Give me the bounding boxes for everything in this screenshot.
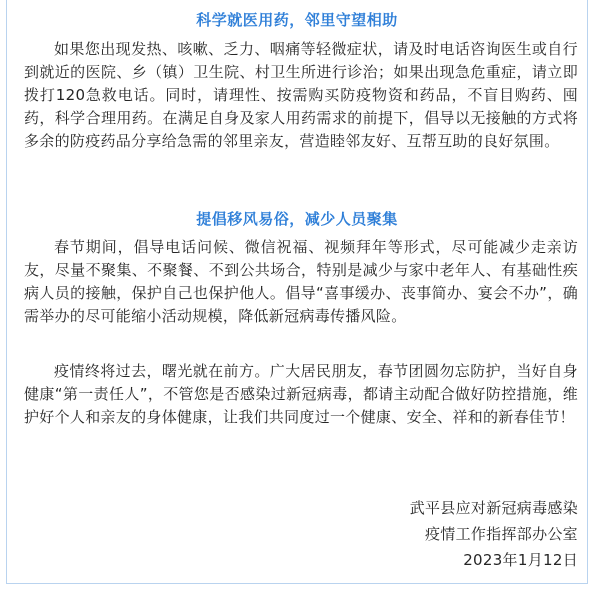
section-2-heading: 提倡移风易俗，减少人员聚集 — [196, 210, 398, 228]
section-1-heading: 科学就医用药，邻里守望相助 — [196, 11, 398, 29]
signature-org-line2: 疫情工作指挥部办公室 — [424, 525, 578, 543]
section-2-paragraph: 春节期间，倡导电话问候、微信祝福、视频拜年等形式，尽可能减少走亲访友，尽量不聚集、不聚餐、不到公共场合，特别是减少与家中老年人、有基础性疾病人员的接触，保护自己也保护他人。倡导“喜事缓办、丧事简办、宴会不办”，确需举办的尽可能缩小活动规模，降低新冠病毒传播风险。 — [24, 238, 578, 325]
closing-paragraph: 疫情终将过去，曙光就在前方。广大居民朋友，春节团圆勿忘防护，当好自身健康“第一责任人”，不管您是否感染过新冠病毒，都请主动配合做好防控措施，维护好个人和亲友的身体健康，让我们共同度过一个健康、安全、祥和的新春佳节！ — [24, 362, 578, 426]
section-1-paragraph: 如果您出现发热、咳嗽、乏力、咽痛等轻微症状，请及时电话咨询医生或自行到就近的医院、乡（镇）卫生院、村卫生所进行诊治；如果出现急危重症，请立即拨打120急救电话。同时，请理性、按需购买防疫物资和药品，不盲目购药、囤药，科学合理用药。在满足自身及家人用药需求的前提下，倡导以无接触的方式将多余的防疫药品分享给急需的邻里亲友，营造睦邻友好、互帮互助的良好氛围。 — [24, 40, 578, 150]
signature-date: 2023年1月12日 — [463, 551, 578, 569]
signature-org-line1: 武平县应对新冠病毒感染 — [409, 499, 578, 517]
